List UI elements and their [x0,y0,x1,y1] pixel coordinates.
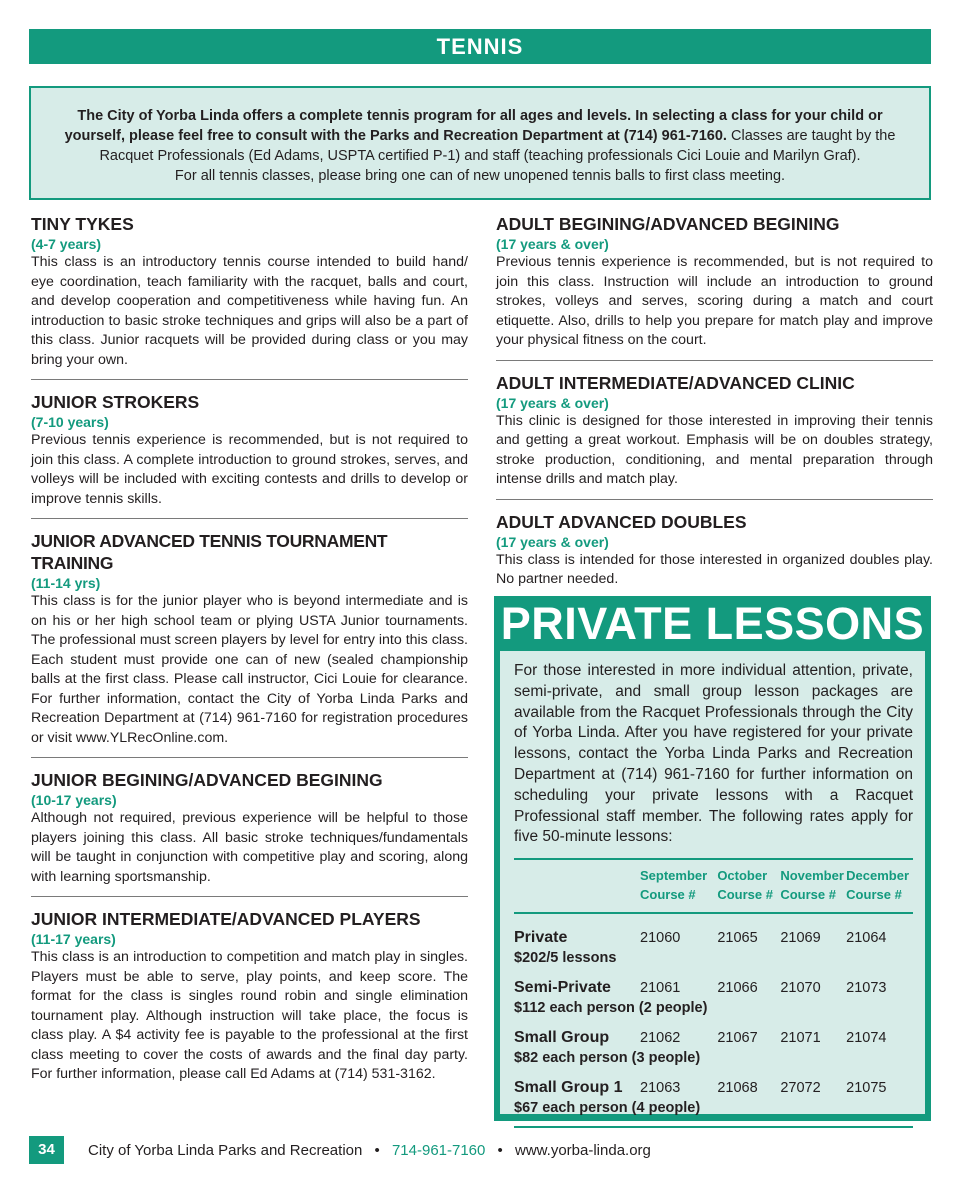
right-column [496,213,933,599]
rates-header-cell: November Course # [780,868,844,903]
section-banner: TENNIS [29,29,931,64]
class-section-tiny-tykes [31,213,468,379]
class-section-adult-doubles [496,511,933,599]
divider [496,499,933,500]
class-description: This class is an introductory tennis course intended to build hand/ eye coordination, teach familiarity with the racquet, balls and court, and develop cooperation and competitiveness while having fun. An introduction to basic stroke techniques and grips will also be a part of this class. Junior racquets will be provided during class or you may bring your own. [31,254,468,368]
left-column [31,213,468,1094]
page-number: 34 [29,1136,64,1164]
divider [31,896,468,897]
course-number: 21075 [846,1080,887,1097]
intro-bold-text: The City of Yorba Linda offers a complete tennis program for all ages and levels. In selecting a class for your child or yourself, please feel free to consult with the Parks and Recreation Department at (714) 961-7160. [64,108,883,144]
class-section-adult-clinic [496,372,933,499]
rates-header-cell: December Course # [846,868,910,903]
rate-label: Small Group [514,1029,610,1047]
class-section-junior-intermediate [31,908,468,1094]
footer-website[interactable]: www.yorba-linda.org [514,1141,651,1159]
private-lessons-text: For those interested in more individual attention, private, semi-private, and small group lesson packages are available from the Racquet Professionals through the City of Yorba Linda. After you have registered for your private lessons, contact the Yorba Linda Parks and Recreation Department at (714) 961-7160 for further information on scheduling your private lessons with a Racquet Professional staff member. The following rates apply for five 50-minute lessons: [514,662,913,846]
class-age: (7-10 years) [31,414,109,430]
rates-header-cell: October Course # [717,868,773,903]
class-description: This class is intended for those interested in organized doubles play. No partner needed. [496,551,933,587]
rates-header-blank [514,866,640,904]
class-title: JUNIOR STROKERS [31,392,200,412]
class-age: (17 years & over) [496,533,609,550]
rates-row [514,914,913,968]
class-description: This class is for the junior player who is beyond intermediate and is on his or her high school team or plying USTA Junior tournaments. The professional must screen players by level for entry into this class. Each student must provide one can of new (sealed championship balls at the first class. Please call instructor, Cici Louie for clearance. For further information, contact the City of Yorba Linda Parks and Recreation Department at (714) 961-7160 for registration procedures or visit www.YLRecOnline.com. [31,593,468,746]
class-description: This clinic is designed for those interested in improving their tennis and getting a great workout. Emphasis will be on doubles strategy, stroke production, conditioning, and mental preparation through intense drills and match play. [496,412,933,487]
course-number: 21063 [640,1080,681,1097]
class-title: ADULT BEGINING/ADVANCED BEGINING [496,214,840,234]
class-section-junior-strokers [31,391,468,518]
course-number: 21069 [780,930,821,947]
rates-row [514,968,913,1018]
rates-header [514,860,913,914]
course-number: 21062 [640,1030,681,1047]
intro-balls-note: For all tennis classes, please bring one can of new unopened tennis balls to first class meeting. [174,168,786,184]
intro-regular-text: Classes are taught by the Racquet Professionals (Ed Adams, USPTA certified P-1) and staff (teaching professionals Cici Louie and Marilyn Graf). [99,128,896,164]
private-lessons-box [494,596,931,1121]
class-title: TINY TYKES [31,214,134,234]
rate-label: Private [514,929,568,947]
class-section-junior-begining [31,769,468,896]
rate-label: Semi-Private [514,979,611,997]
rate-price: $202/5 lessons [514,950,617,967]
class-age: (10-17 years) [31,792,117,808]
course-number: 21074 [846,1030,887,1047]
intro-box [29,86,931,200]
course-number: 21061 [640,980,681,997]
class-description: This class is an introduction to competition and match play in singles. Players must be able to serve, play points, and keep score. The format for the class is singles round robin and single elimination tournament play. Although instruction will take place, the focus is class play. A $4 activity fee is payable to the professional at the first class meeting to cover the costs of awards and the final day party. For further information, please call Ed Adams at (714) 531-3162. [31,949,468,1082]
course-number: 21064 [846,930,887,947]
class-title: JUNIOR ADVANCED TENNIS TOURNAMENT TRAINING [31,531,388,573]
private-lessons-title: PRIVATE LESSONS [500,598,925,649]
footer-separator: • [497,1141,503,1159]
class-title: JUNIOR BEGINING/ADVANCED BEGINING [31,770,383,790]
rate-price: $67 each person (4 people) [514,1100,701,1117]
footer-text [88,1142,651,1159]
class-section-junior-tournament-training [31,530,468,757]
rate-price: $82 each person (3 people) [514,1050,701,1067]
class-description: Previous tennis experience is recommended, but is not required to join this class. A complete introduction to ground strokes, serves, and volleys will be included with exciting contests and drills to develop or improve tennis skills. [31,432,468,507]
class-age: (17 years & over) [496,236,609,252]
rates-row [514,1068,913,1118]
divider [31,379,468,380]
class-age: (11-14 yrs) [31,575,101,591]
divider [31,518,468,519]
course-number: 21070 [780,980,821,997]
class-title: ADULT INTERMEDIATE/ADVANCED CLINIC [496,372,855,393]
rate-price: $112 each person (2 people) [514,1000,708,1017]
course-number: 21071 [780,1030,821,1047]
class-description: Although not required, previous experience will be helpful to those players joining this class. All basic stroke techniques/fundamentals will be taught in conjunction with competitive play and scoring, along with learning sportsmanship. [31,810,468,885]
private-lessons-panel [500,651,925,1117]
course-number: 21067 [717,1030,758,1047]
class-age: (11-17 years) [31,931,116,947]
course-number: 27072 [780,1080,821,1097]
footer-phone: 714-961-7160 [391,1141,486,1159]
course-number: 21073 [846,980,887,997]
course-number: 21066 [717,980,758,997]
footer-org: City of Yorba Linda Parks and Recreation [88,1141,363,1159]
class-section-adult-begining [496,213,933,360]
class-title: ADULT ADVANCED DOUBLES [496,511,747,532]
class-description: Previous tennis experience is recommended, but is not required to join this class. Instruction will include an introduction to ground strokes, volleys and serves, scoring during a match and court etiquette. Also, drills to help you prepare for match play and improve your physical fitness on the court. [496,254,933,348]
footer-separator: • [374,1141,380,1159]
rates-row [514,1018,913,1068]
class-age: (4-7 years) [31,236,102,252]
rates-table [514,858,913,1128]
course-number: 21068 [717,1080,758,1097]
divider [496,360,933,361]
class-title: JUNIOR INTERMEDIATE/ADVANCED PLAYERS [31,909,421,929]
rates-header-cell: September Course # [640,868,708,903]
divider [31,757,468,758]
class-age: (17 years & over) [496,394,609,411]
course-number: 21060 [640,930,681,947]
page-footer [29,1136,651,1164]
rate-label: Small Group 1 [514,1079,623,1097]
course-number: 21065 [717,930,758,947]
